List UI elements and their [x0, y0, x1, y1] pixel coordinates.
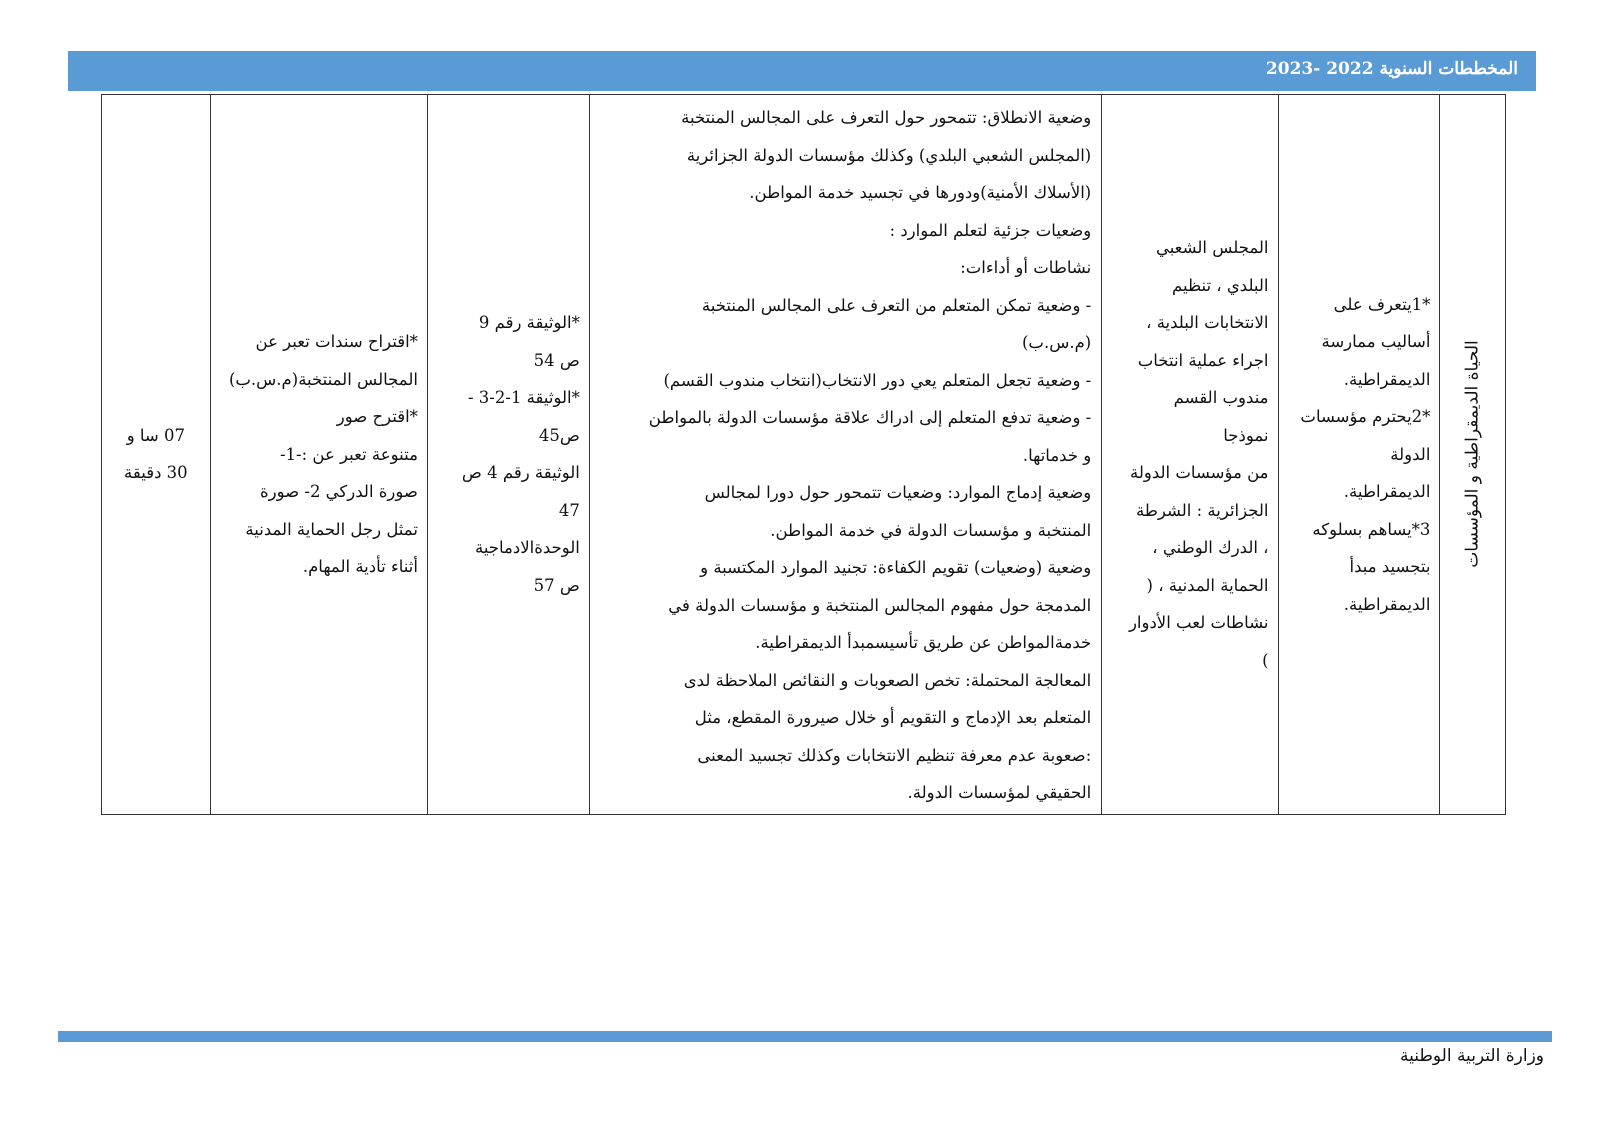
documents-cell	[427, 95, 589, 815]
objective-line: الديمقراطية.	[1343, 369, 1431, 389]
support-line: أثناء تأدية المهام.	[302, 557, 418, 576]
resource-line: )	[1262, 650, 1269, 670]
document-line: ص 57	[533, 575, 580, 595]
resource-line: اجراء عملية انتخاب	[1137, 350, 1269, 370]
support-line: متنوعة تعبر عن :-1-	[279, 444, 418, 464]
step-line: وضعية (وضعيات) تقويم الكفاءة: تجنيد الموارد المكتسبة و	[700, 558, 1092, 577]
document-line: *الوثيقة رقم 9	[478, 313, 580, 333]
objective-line: أساليب ممارسة	[1321, 332, 1431, 351]
document-line: ص45	[538, 425, 580, 445]
resource-line: ، الدرك الوطني ،	[1152, 538, 1269, 558]
time-cell	[102, 95, 211, 815]
time-line: 07 سا و	[126, 425, 185, 445]
resource-line: من مؤسسات الدولة	[1130, 463, 1269, 483]
objectives-cell	[1278, 95, 1440, 815]
support-line: المجالس المنتخبة(م.س.ب)	[228, 369, 418, 389]
document-line: الوحدةالادماجية	[474, 538, 580, 558]
step-line: و خدماتها.	[1022, 445, 1092, 465]
resource-line: نشاطات لعب الأدوار	[1128, 613, 1269, 633]
objective-line: 3*يساهم بسلوكه	[1312, 519, 1431, 539]
footer-ministry: وزارة التربية الوطنية	[1399, 1046, 1544, 1066]
support-line: تمثل رجل الحماية المدنية	[245, 519, 418, 539]
footer-bar	[58, 1031, 1552, 1042]
support-line: *اقترح صور	[336, 407, 418, 426]
step-line: - وضعية تمكن المتعلم من التعرف على المجالس المنتخبة	[701, 295, 1092, 315]
resource-line: الحماية المدنية ، (	[1146, 575, 1269, 595]
step-line: (الأسلاك الأمنية)ودورها في تجسيد خدمة المواطن.	[749, 183, 1092, 202]
step-line: وضعية إدماج الموارد: وضعيات تتمحور حول دورا لمجالس	[704, 483, 1092, 502]
page-title: المخططات السنوية 2022 -2023	[1265, 59, 1518, 79]
resource-line: البلدي ، تنظيم	[1172, 275, 1269, 295]
support-line: صورة الدركي 2- صورة	[259, 482, 418, 501]
unit-cell	[1440, 95, 1506, 815]
step-line: (المجلس الشعبي البلدي) وكذلك مؤسسات الدولة الجزائرية	[686, 145, 1092, 165]
step-line: خدمةالمواطن عن طريق تأسيسمبدأ الديمقراطية.	[755, 633, 1092, 652]
document-line: *الوثيقة 1-2-3 -	[467, 388, 580, 408]
document-line: الوثيقة رقم 4 ص	[461, 463, 580, 483]
step-line: نشاطات أو أداءات:	[960, 258, 1092, 277]
unit-title: الحياة الديمقراطية و المؤسسات	[1462, 340, 1483, 568]
resource-line: الجزائرية : الشرطة	[1135, 500, 1269, 520]
step-line: :صعوبة عدم معرفة تنظيم الانتخابات وكذلك تجسيد المعنى	[697, 745, 1092, 765]
objective-line: بتجسيد مبدأ	[1349, 557, 1431, 576]
objective-line: *2يحترم مؤسسات	[1300, 407, 1431, 426]
objective-line: *1يتعرف على	[1333, 294, 1431, 314]
document-line: 47	[558, 500, 580, 520]
objective-line: الدولة	[1390, 444, 1431, 464]
step-line: المنتخبة و مؤسسات الدولة في خدمة المواطن.	[770, 520, 1092, 540]
support-line: *اقتراح سندات تعبر عن	[255, 332, 418, 351]
resource-line: نموذجا	[1223, 425, 1269, 445]
supports-cell	[210, 95, 427, 815]
step-line: المعالجة المحتملة: تخص الصعوبات و النقائص الملاحظة لدى	[683, 670, 1092, 690]
annual-plan-table	[101, 94, 1506, 815]
resource-line: المجلس الشعبي	[1155, 238, 1269, 258]
step-line: وضعية الانطلاق: تتمحور حول التعرف على المجالس المنتخبة	[681, 108, 1092, 127]
step-line: المدمجة حول مفهوم المجالس المنتخبة و مؤسسات الدولة في	[668, 595, 1092, 615]
objective-line: الديمقراطية.	[1343, 594, 1431, 614]
step-line: الحقيقي لمؤسسات الدولة.	[907, 783, 1092, 802]
resource-line: مندوب القسم	[1173, 388, 1269, 408]
step-line: (م.س.ب)	[1021, 333, 1092, 352]
resource-line: الانتخابات البلدية ،	[1146, 313, 1269, 333]
header-bar	[68, 51, 1536, 91]
step-line: وضعيات جزئية لتعلم الموارد :	[889, 220, 1092, 240]
step-line: - وضعية تدفع المتعلم إلى ادراك علاقة مؤسسات الدولة بالمواطن	[648, 408, 1092, 427]
step-line: المتعلم بعد الإدماج و التقويم أو خلال صيرورة المقطع، مثل	[694, 708, 1092, 727]
time-line: 30 دقيقة	[124, 463, 188, 483]
objective-line: الديمقراطية.	[1343, 482, 1431, 501]
steps-cell	[589, 95, 1101, 815]
table-row	[102, 95, 1506, 815]
step-line: - وضعية تجعل المتعلم يعي دور الانتخاب(انتخاب مندوب القسم)	[663, 370, 1092, 390]
resources-cell	[1102, 95, 1278, 815]
document-line: ص 54	[533, 350, 580, 370]
